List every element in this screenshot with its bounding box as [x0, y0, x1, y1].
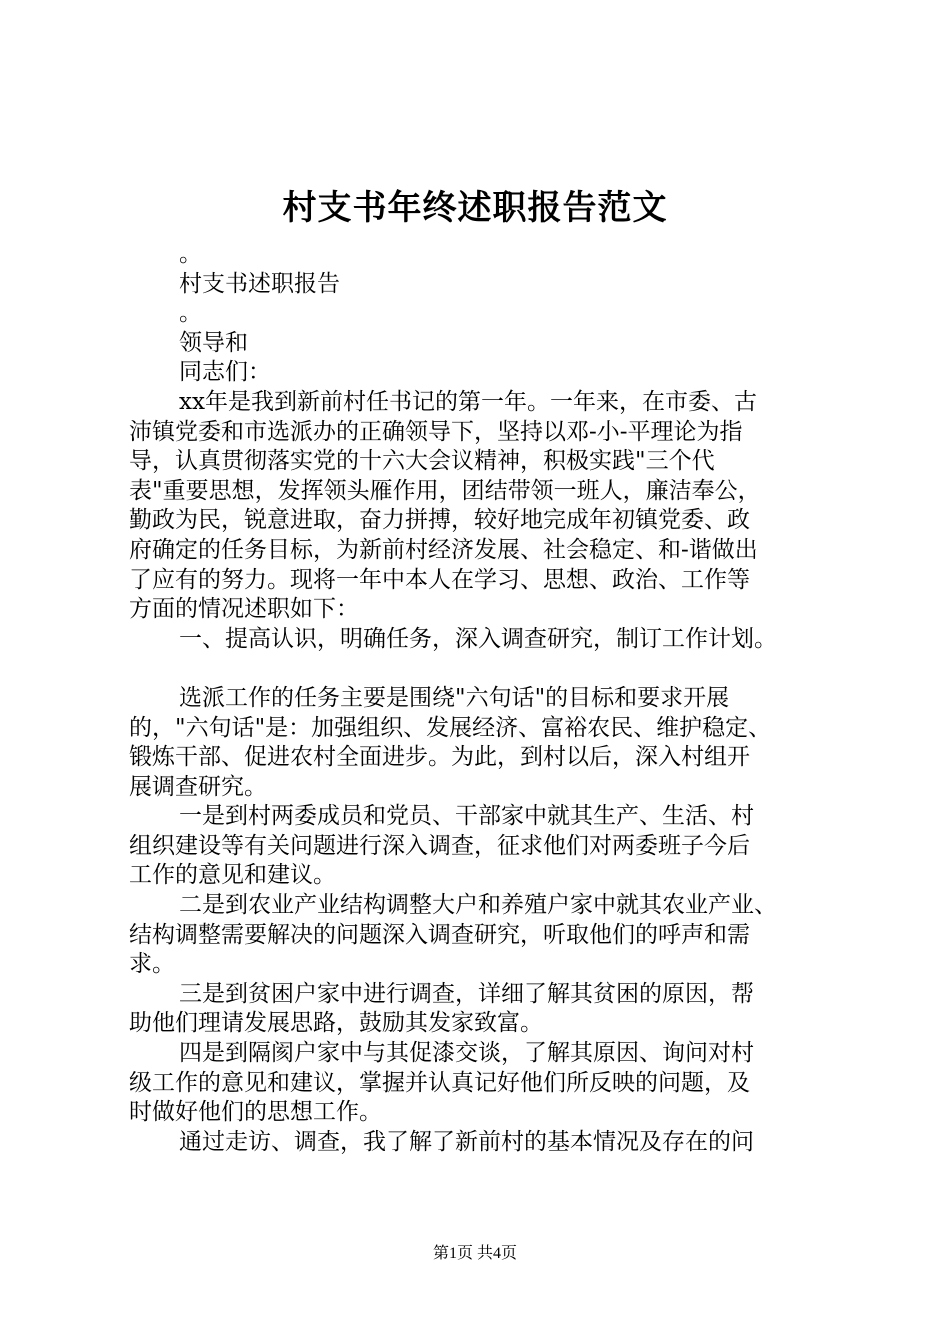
paragraph-line: 府确定的任务目标，为新前村经济发展、社会稳定、和-谐做出	[129, 536, 758, 563]
paragraph-line: 勤政为民，锐意进取，奋力拼搏，较好地完成年初镇党委、政	[129, 507, 750, 534]
paragraph-line: 求。	[129, 951, 175, 978]
paragraph-line: 方面的情况述职如下：	[129, 596, 359, 623]
paragraph-line: 三是到贫困户家中进行调查，详细了解其贫困的原因，帮	[179, 980, 754, 1007]
paragraph-line: 级工作的意见和建议，掌握并认真记好他们所反映的问题，及	[129, 1069, 750, 1096]
paragraph-line: xx年是我到新前村任书记的第一年。一年来，在市委、古	[179, 388, 757, 415]
blank-line	[129, 654, 841, 684]
paragraph-line: 了应有的努力。现将一年中本人在学习、思想、政治、工作等	[129, 566, 750, 593]
paragraph-line: 一、提高认识，明确任务，深入调查研究，制订工作计划。	[179, 625, 777, 652]
paragraph-line: 同志们：	[179, 359, 271, 386]
paragraph-line: 的，"六句话"是：加强组织、发展经济、富裕农民、维护稳定、	[129, 714, 772, 741]
paragraph-line: 。	[179, 241, 202, 267]
paragraph-line: 选派工作的任务主要是围绕"六句话"的目标和要求开展	[179, 684, 730, 711]
paragraph-line: 。	[179, 300, 202, 327]
paragraph-line: 村支书述职报告	[179, 270, 340, 297]
paragraph-line: 工作的意见和建议。	[129, 862, 336, 889]
paragraph-line: 锻炼干部、促进农村全面进步。为此，到村以后，深入村组开	[129, 744, 750, 771]
paragraph-line: 一是到村两委成员和党员、干部家中就其生产、生活、村	[179, 803, 754, 830]
paragraph-line: 四是到隔阂户家中与其促漆交谈，了解其原因、询问对村	[179, 1040, 754, 1067]
paragraph-line: 展调查研究。	[129, 773, 267, 800]
paragraph-line: 表"重要思想，发挥领头雁作用，团结带领一班人，廉洁奉公，	[129, 477, 761, 504]
paragraph-line: 沛镇党委和市选派办的正确领导下，坚持以邓-小-平理论为指	[129, 418, 743, 445]
paragraph-line: 结构调整需要解决的问题深入调查研究，听取他们的呼声和需	[129, 921, 750, 948]
paragraph-line: 二是到农业产业结构调整大户和养殖户家中就其农业产业、	[179, 892, 777, 919]
paragraph-line: 通过走访、调查，我了解了新前村的基本情况及存在的问	[179, 1128, 754, 1155]
paragraph-line: 时做好他们的思想工作。	[129, 1099, 382, 1126]
document-body	[129, 240, 841, 1157]
paragraph-line: 导，认真贯彻落实党的十六大会议精神，积极实践"三个代	[129, 448, 715, 475]
paragraph-line: 助他们理请发展思路，鼓励其发家致富。	[129, 1010, 543, 1037]
document-title: 村支书年终述职报告范文	[282, 188, 668, 228]
page-number: 第1页 共4页	[432, 1245, 517, 1262]
paragraph-line: 领导和	[179, 329, 248, 356]
paragraph-line: 组织建设等有关问题进行深入调查，征求他们对两委班子今后	[129, 832, 750, 859]
